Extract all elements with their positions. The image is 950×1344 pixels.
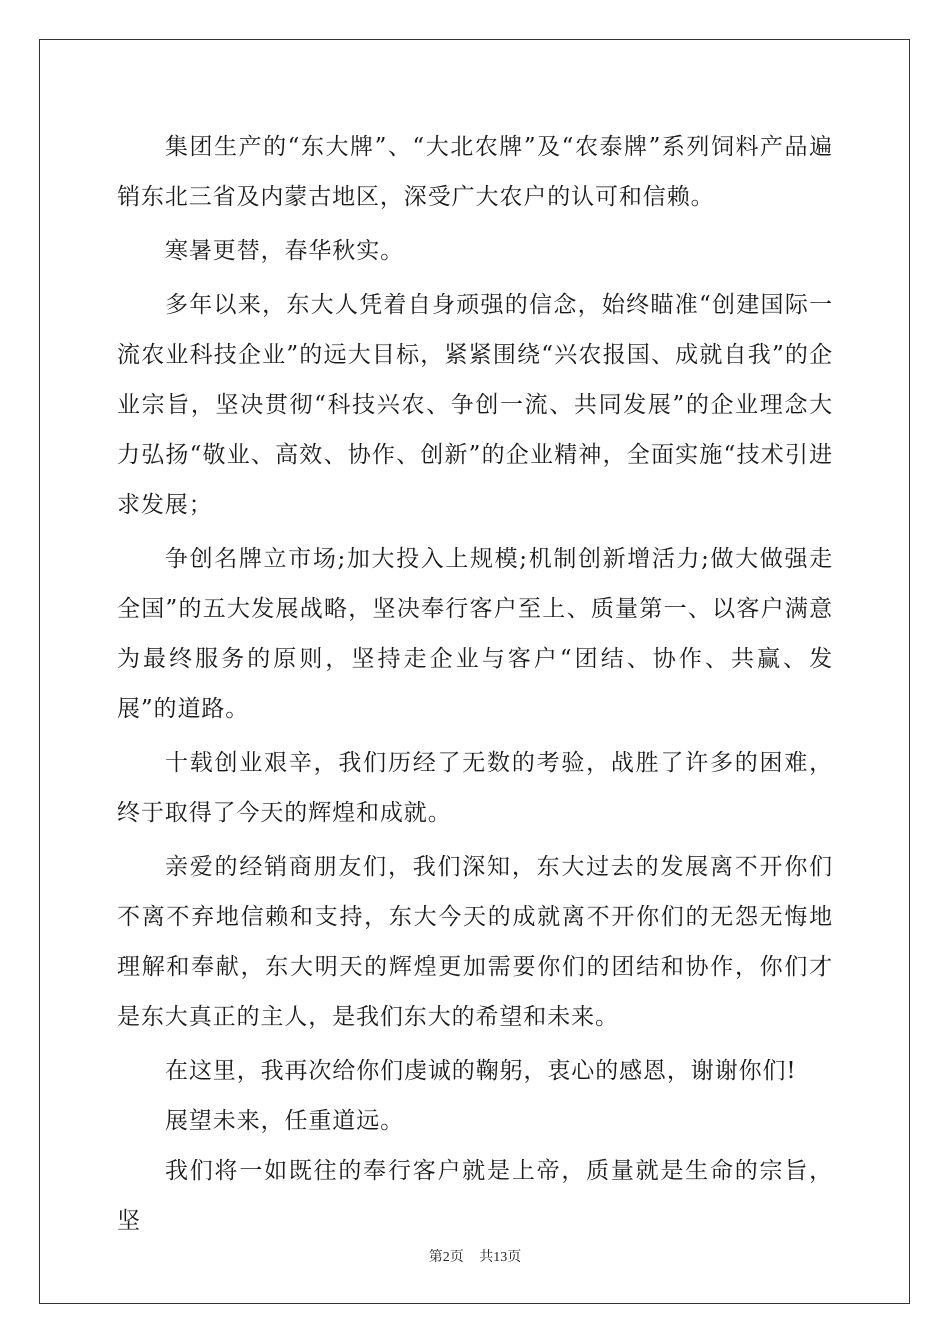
page-footer [0, 1246, 950, 1266]
paragraph: 展望未来，任重道远。 [165, 1108, 404, 1134]
paragraph: 亲爱的经销商朋友们，我们深知，东大过去的发展离不开你们不离不弃地信赖和支持，东大今天的成就离不开你们的无怨无悔地理解和奉献，东大明天的辉煌更加需要你们的团结和协作，你们才是东大真正的主人，是我们东大的希望和未来。 [117, 854, 833, 1030]
page-number: 第2页 [428, 1250, 464, 1265]
document-body [117, 122, 833, 1250]
page-total: 共13页 [479, 1250, 522, 1265]
paragraph: 十载创业艰辛，我们历经了无数的考验，战胜了许多的困难，终于取得了今天的辉煌和成就。 [117, 750, 833, 826]
paragraph: 在这里，我再次给你们虔诚的鞠躬，衷心的感恩，谢谢你们! [165, 1058, 797, 1084]
paragraph: 集团生产的“东大牌”、“大北农牌”及“农泰牌”系列饲料产品遍销东北三省及内蒙古地区，深受广大农户的认可和信赖。 [117, 134, 833, 210]
paragraph: 多年以来，东大人凭着自身顽强的信念，始终瞄准“创建国际一流农业科技企业”的远大目标，紧紧围绕“兴农报国、成就自我”的企业宗旨，坚决贯彻“科技兴农、争创一流、共同发展”的企业理念大力弘扬“敬业、高效、协作、创新”的企业精神，全面实施“技术引进求发展； [117, 292, 833, 518]
paragraph: 寒暑更替，春华秋实。 [165, 238, 404, 264]
paragraph: 争创名牌立市场;加大投入上规模;机制创新增活力;做大做强走全国”的五大发展战略，坚决奉行客户至上、质量第一、以客户满意为最终服务的原则，坚持走企业与客户“团结、协作、共赢、发展”的道路。 [117, 546, 833, 722]
paragraph: 我们将一如既往的奉行客户就是上帝，质量就是生命的宗旨，坚 [117, 1158, 833, 1234]
